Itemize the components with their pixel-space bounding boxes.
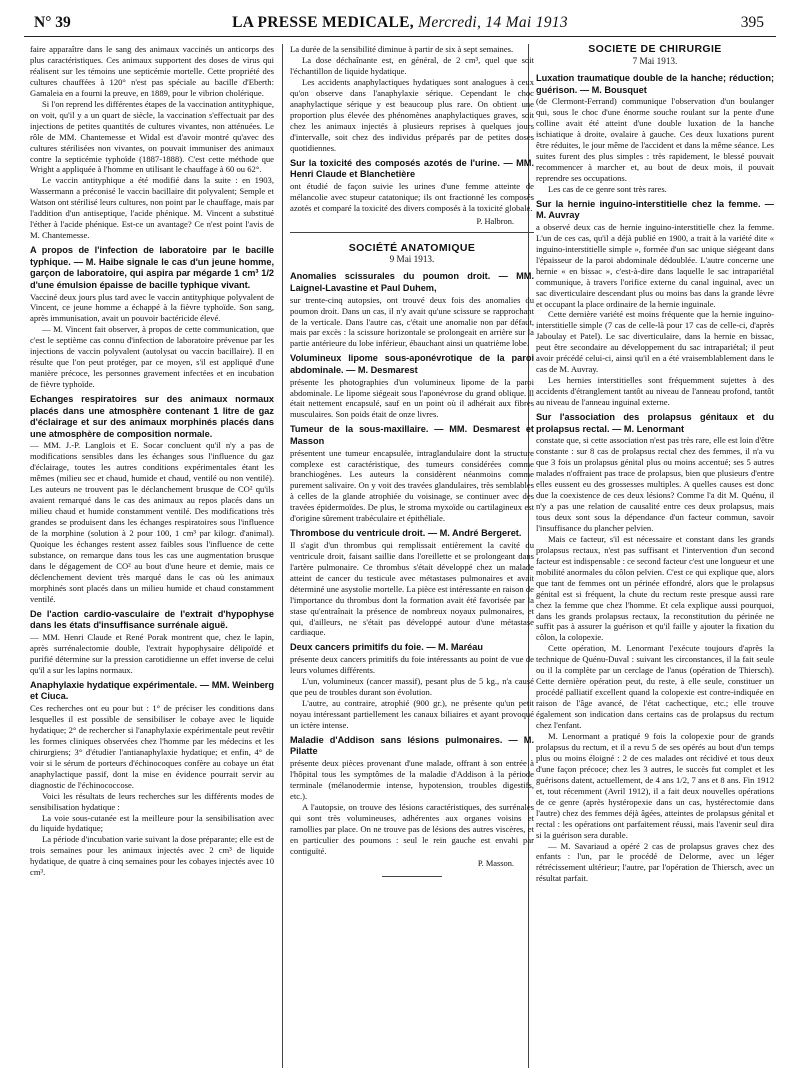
section-heading: Sur la toxicité des composés azotés de l'urine. — MM. Henri Claude et Blanchetière — [290, 157, 534, 180]
section-heading: Maladie d'Addison sans lésions pulmonaires. — M. Pilatte — [290, 734, 534, 757]
session-date: 7 Mai 1913. — [632, 55, 678, 66]
paragraph: présentent une tumeur encapsulée, intraglandulaire dont la structure complexe est caractéristique, des tumeurs considérées comme branchiogènes. Les auteurs la considèrent néanmoins comme purement salivaire. On y voit des travées glandulaires, très semblables à celles de la glande atrophiée du voisinage, se continuer avec des travées épidermoïdes. De plus, le stroma myxoïde ou cartilagineux est d'origine sûrement trabéculaire et épithéliale. — [290, 447, 534, 524]
section-heading: Tumeur de la sous-maxillaire. — MM. Desmarest et Masson — [290, 424, 534, 446]
paragraph: — M. Savariaud a opéré 2 cas de prolapsus graves chez des enfants : l'un, par le procédé de Delorme, avec un léger rétrécissement ultérieur; l'autre, par l'opération de Thiersch, avec un résultat parfait. — [536, 840, 774, 884]
paragraph: La voie sous-cutanée est la meilleure pour la sensibilisation avec du liquide hydatique; — [30, 812, 274, 834]
section-heading: Anomalies scissurales du poumon droit. — MM. Laignel-Lavastine et Paul Duhem, — [290, 271, 534, 294]
paragraph: (de Clermont-Ferrand) communique l'observation d'un boulanger qui, sous le choc d'une énorme souche roulant sur la pente d'une colline avait été atteint d'une double luxation de la hanche ischiatique à droite, ovalaire à gauche. Ces deux luxations purent être réduites, le jour même de l'accident et dans la même séance. Les suites furent des plus simples : très rapidement, le blessé pouvait recommencer à marcher et, au bout de deux mois, il pouvait reprendre ses occupations. — [536, 96, 774, 183]
page-number: 395 — [740, 14, 764, 31]
paragraph: — M. Vincent fait observer, à propos de cette communication, que c'est le septième cas connu d'infection de laboratoire prévenue par les injections de vaccin polyvalent (autolysat ou vaccin bacillaire). Il en résulte que l'on peut protéger, par ce moyen, s'il est appliqué d'une manière précoce, les personnes gravement infectées et en incubation de fièvre typhoïde. — [30, 324, 274, 390]
paragraph: Ces recherches ont eu pour but : 1° de préciser les conditions dans lesquelles il est possible de sensibiliser le cobaye avec le liquide hydatique; 2° de rechercher si l'anaphylaxie expérimentale peut revêtir les formes cliniques observées chez l'homme par les médecins et les chirurgiens; 3° d'étudier l'antianaphylaxie hydatique; et enfin, 4° de voir si le sérum de porteurs d'échinocoques confère au cobaye un état anaphylactique passif, dont la mise en évidence pourrait servir au diagnostic de l'échinococcose. — [30, 702, 274, 790]
paragraph: constate que, si cette association n'est pas très rare, elle est loin d'être constante : sur 8 cas de prolapsus rectal chez des femmes, il n'a vu que 3 fois un prolapsus génital plus ou moins accentué; ses 5 autres malades n'offraient pas trace de prolapsus, bien que plusieurs d'entre elles eussent eu des grossesses multiples. A quelles causes est donc due la coexistence de ces deux lésions? Comme l'a dit M. Quénu, il n'y a pas une relation de causalité entre ces deux prolapsus, mais tous deux sont sous la dépendance d'un facteur commun, savoir l'insuffisance du plancher pelvien. — [536, 435, 774, 533]
society-title: SOCIÉTÉ ANATOMIQUE — [348, 241, 476, 254]
paragraph: Cette dernière variété est moins fréquente que la hernie inguino-interstitielle simple (7 cas de celle-là pour 17 cas de celle-ci, d'après Jaboulay et Patel). Le sac diverticulaire, dans la hernie en bissac, peut être secondaire au développement du sac intrapariétal; il peut avoir précédé celui-ci, ainsi qu'il en a été vraisemblablement dans le cas de M. Auvray. — [536, 309, 774, 375]
column-1 — [30, 44, 274, 1069]
paragraph: ont étudié de façon suivie les urines d'une femme atteinte de mélancolie avec stupeur catatonique; ils ont fractionné les composés azotés et comparé la toxicité des divers composés à la toxicité globale. — [290, 180, 534, 213]
paragraph: — MM. Henri Claude et René Porak montrent que, chez le lapin, après surrénalectomie double, l'extrait hypophysaire délipoïdé et purifié détermine sur la pression carotidienne un effet inverse de celui qu'il a sur les lapins normaux. — [30, 631, 274, 675]
journal-name: LA PRESSE MEDICALE, — [232, 14, 414, 31]
section-heading: Thrombose du ventricule droit. — M. André Bergeret. — [290, 528, 522, 539]
signature: P. Halbron. — [476, 216, 514, 226]
end-rule — [382, 876, 442, 877]
section-heading: Deux cancers primitifs du foie. — M. Maréau — [290, 642, 483, 653]
paragraph: La durée de la sensibilité diminue à partir de six à sept semaines. — [290, 44, 514, 54]
issue-number: N° 39 — [34, 14, 71, 31]
paragraph: Voici les résultats de leurs recherches sur les différents modes de sensibilisation hydatique : — [30, 790, 274, 812]
paragraph: — MM. J.-P. Langlois et E. Socar concluent qu'il n'y a pas de modifications sensibles dans les échanges sous l'influence du gaz d'éclairage, toutes les autres conditions expérimentales étant les mêmes (milieu sec et chaud, humide et chaud, ventilé ou non ventilé). Les auteurs ne trouvent pas le déclanchement brusque de CO² qu'ils avaient remarqué dans le cas des animaux au repos placés dans un milieu chaud et humide constamment ventilé. Des modifications très grandes se produisent dans les échanges respiratoires sous l'influence de la morphine (solution à 2 pour 100, 1 cm³ par kilogr. d'animal). Quoique les échanges restent assez faibles sous l'influence de cette substance, on remarque dans tous les cas une augmentation brusque dans le dégagement de CO² au bout d'une heure et demie, mais ce déclenchement devient très marqué dans le cas où les animaux morphinés sont placés dans un milieu humide et chaud constamment ventilé. — [30, 440, 274, 604]
session-date: 9 Mai 1913. — [389, 254, 435, 265]
paragraph: L'autre, au contraire, atrophié (900 gr.), ne présente qu'un petit noyau intéressant partiellement les canaux biliaires et ayant provoqué un ictère intense. — [290, 697, 534, 730]
paragraph: sur trente-cinq autopsies, ont trouvé deux fois des anomalies du poumon droit. Dans un cas, il n'y avait qu'une scissure se rapprochant de la verticale. Dans l'autre cas, c'était une anomalie non par défaut, mais par excès : la scissure horizontale se prolongeait en arrière sur la partie antérieure du lobe inférieur, ébauchant ainsi un quatrième lobe. — [290, 294, 534, 349]
signature: P. Masson. — [477, 859, 514, 869]
paragraph: présente deux cancers primitifs du foie intéressants au point de vue de leurs volumes différents. — [290, 654, 534, 675]
column-3 — [536, 44, 774, 1069]
paragraph: Vacciné deux jours plus tard avec le vaccin antityphique polyvalent de Vincent, ce jeune homme a échappé à la fièvre typhoïde. Son sang, après immunisation, avait un pouvoir bactéricide élevé. — [30, 291, 274, 324]
section-rule — [290, 232, 534, 233]
header-rule — [24, 36, 776, 37]
paragraph: présente les photographies d'un volumineux lipome de la paroi abdominale. Le lipome siégeait sous l'aponévrose du grand oblique. Il était nettement encapsulé, sauf en un point où il adhérait aux fibres musculaires. Son poids était de onze livres. — [290, 376, 534, 420]
section-heading: De l'action cardio-vasculaire de l'extrait d'hypophyse dans les états d'insuffisance surrénale aiguë. — [30, 608, 274, 631]
section-heading: Luxation traumatique double de la hanche; réduction; guérison. — M. Bousquet — [536, 72, 774, 95]
column-2 — [290, 44, 534, 1069]
journal-title — [24, 14, 776, 32]
paragraph: Les accidents anaphylactiques hydatiques sont analogues à ceux qu'on observe dans l'anaphylaxie sérique. Cependant le choc anaphylactique sérique y est beaucoup plus rare. On obtient une proportion plus élevée des phénomènes anaphylactiques graves, soit chez les animaux injectés à plusieurs reprises à quelques jours d'intervalle, soit chez des individus préparés par de petites doses quotidiennes. — [290, 76, 534, 153]
paragraph: Les hernies interstitielles sont fréquemment sujettes à des accidents d'étranglement tantôt au niveau de l'anneau profond, tantôt au niveau de l'anneau inguinal externe. — [536, 375, 774, 408]
issue-date: Mercredi, 14 Mai 1913 — [418, 14, 568, 31]
column-divider — [282, 44, 283, 1068]
paragraph: La dose déchaînante est, en général, de 2 cm³, quel que soit l'échantillon de liquide hydatique. — [290, 54, 534, 76]
paragraph: La période d'incubation varie suivant la dose préparante; elle est de trois semaines pour les animaux injectés avec 2 cm³ de liquide hydatique, de quatre à cinq semaines pour les cobayes injectés avec 10 cm³. — [30, 834, 274, 878]
paragraph: présente deux pièces provenant d'une malade, offrant à son entrée à l'hôpital tous les symptômes de la maladie d'Addison à la période terminale (mélanodermie intense, hypotension, troubles digestifs, etc.). — [290, 757, 534, 801]
section-heading: A propos de l'infection de laboratoire par le bacille typhique. — M. Haibe signale le cas d'un jeune homme, garçon de laboratoire, qui aspira par mégarde 1 cm³ 1/2 d'une émulsion épaisse de bacille typhique vivant. — [30, 245, 274, 290]
section-heading: Volumineux lipome sous-aponévrotique de la paroi abdominale. — M. Desmarest — [290, 353, 534, 375]
paragraph: Cette opération, M. Lenormant l'exécute toujours d'après la technique de Quénu-Duval : suivant les circonstances, il la fait seule ou il la complète par un cerclage de l'anus (opération de Thiersch). Cette dernière opération peut, du reste, à elle seule, constituer un procédé palliatif excellent quand la colopexie est contre-indiquée en raison de l'âge avancé, de l'état cachectique, etc.; elle trouve également son indication dans certains cas de prolapsus du rectum chez l'enfant. — [536, 643, 774, 731]
section-heading: Echanges respiratoires sur des animaux normaux placés dans une atmosphère contenant 1 litre de gaz d'éclairage et sur des animaux morphinés placés dans une atmosphère de composition normale. — [30, 394, 274, 439]
society-title: SOCIÉTÉ DE CHIRURGIE — [588, 44, 722, 55]
page-header — [24, 12, 776, 34]
paragraph: Le vaccin antityphique a été modifié dans la suite : en 1903, Wassermann a préconisé le vaccin bacillaire dit polyvalent; Semple et Watson ont stérilisé leurs cultures, non point par le chauffage, mais par l'addition d'un antiseptique, l'acide phénique. M. Vincent a substitué l'éther à l'acide phénique. Est-ce un avantage? Ce n'est point l'avis de M. Chantemesse. — [30, 175, 274, 241]
paragraph: Il s'agit d'un thrombus qui remplissait entièrement la cavité du ventricule droit, faisant saillie dans l'oreillette et se prolongeant dans l'artère pulmonaire. Ce thrombus s'était développé chez un malade atteint de cancer du testicule avec métastases pulmonaires et avait déterminé une asystolie mortelle. La pièce est intéressante en raison de l'importance du thrombus dont la formation avait été favorisée par la stase qu'entraînait la présence de nombreux noyaux pulmonaires, et qui, d'ailleurs, ne s'était pas développé autour d'une métastase cardiaque. — [290, 539, 534, 638]
paragraph: Les cas de ce genre sont très rares. — [548, 183, 667, 194]
paragraph: faire apparaître dans le sang des animaux vaccinés un anticorps des plus caractéristiques. Ces animaux supportent des doses de virus qui réalisent sur les témoins une septicémie mortelle. Cette propriété des cultures chauffées à 120° n'est pas spéciale au bacille d'Eberth: Gamaleia en a fourni la preuve, en 1889, pour le vibrion cholérique. — [30, 44, 274, 98]
paragraph: A l'autopsie, on trouve des lésions caractéristiques, des surrénales qui sont très volumineuses, adhérentes aux organes voisins et ramollies par place. On ne trouve pas de lésions des autres viscères, et en particulier des poumons : seul le rein gauche est envahi par contiguïté. — [290, 801, 534, 856]
section-heading: Sur l'association des prolapsus génitaux et du prolapsus rectal. — M. Lenormant — [536, 412, 774, 434]
paragraph: a observé deux cas de hernie inguino-interstitielle chez la femme. L'un de ces cas, qu'il a déjà publié en 1900, a trait à la variété dite « inguino-interstitielle simple », formée d'un sac unique siégeant dans l'épaisseur de la paroi abdominale dédoublée. L'autre concerne une hernie « en bissac », c'est-à-dire dans laquelle le sac intrapariétal communique, à travers l'orifice externe du canal inguinal, avec un sac diverticulaire descendant plus ou moins bas dans la grande lèvre et occupant la place ordinaire de la hernie inguinale. — [536, 221, 774, 309]
section-heading: Anaphylaxie hydatique expérimentale. — MM. Weinberg et Ciuca. — [30, 679, 274, 702]
paragraph: L'un, volumineux (cancer massif), pesant plus de 5 kg., n'a causé que peu de troubles durant son évolution. — [290, 675, 534, 697]
paragraph: Mais ce facteur, s'il est nécessaire et constant dans les grands prolapsus rectaux, n'est pas suffisant et l'intervention d'un second facteur est indispensable : ce second facteur c'est une longueur et une mobilité anormales du côlon pelvien. C'est ce qui explique que, alors que tant de femmes ont un périnée effondré, alors que le prolapsus génital est si fréquent, la chute du rectum reste presque aussi rare chez la femme que chez l'homme. Et cela explique aussi pourquoi, dans les grands prolapsus rectaux, la reconstitution du périnée ne suffit pas à assurer la guérison et qu'il faille y ajouter la fixation du côlon, la colopexie. — [536, 533, 774, 643]
paragraph: M. Lenormant a pratiqué 9 fois la colopexie pour de grands prolapsus du rectum, et il a revu 5 de ses opérés au bout d'un temps plus ou moins éloigné : 2 de ces malades ont récidivé et tous deux d'une façon précoce; chez les 3 autres, le succès fut complet et les guérisons datent, actuellement, de 4 ans 1/2, 7 ans et 8 ans. Fin 1912 et, tout récemment (Avril 1912), il a fait deux nouvelles opérations de ce genre (après hystéropexie dans un cas, hystérectomie dans l'autre) chez des femmes déjà âgées, atteintes de prolapsus génital et rectal : les opérations ont parfaitement réussi, mais l'avenir seul dira si la guérison sera durable. — [536, 730, 774, 840]
paragraph: Si l'on reprend les différentes étapes de la vaccination antityphique, on voit, qu'il y a un quart de siècle, la vaccination s'effectuait par des injections de petites quantités de cultures vivantes, non atténuées. Le rôle de MM. Chantemesse et Widal est d'avoir montré qu'avec des cultures stérilisées non vivantes, on pouvait immuniser des animaux contre la septicémie typhoïde (1887-1888). C'est cette méthode que Wright a appliquée à l'homme en utilisant le chauffage à 60 ou 62°. — [30, 98, 274, 175]
section-heading: Sur la hernie inguino-interstitielle chez la femme. — M. Auvray — [536, 198, 774, 221]
